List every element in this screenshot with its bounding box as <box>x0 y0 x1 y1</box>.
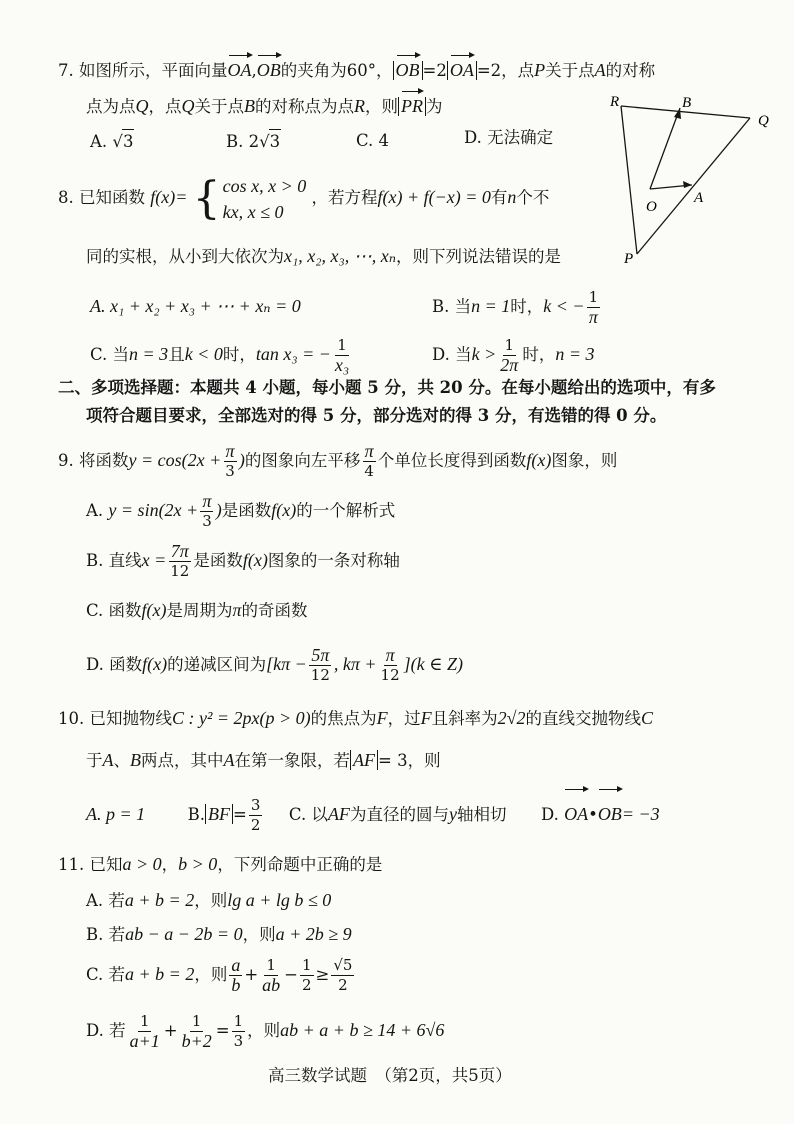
label-p: P <box>624 251 634 267</box>
fraction <box>379 646 402 685</box>
q8-text: ，若方程 <box>311 188 378 207</box>
fraction <box>180 1012 214 1051</box>
option-label: A. 若 <box>86 891 125 910</box>
option-text: 图象的一条对称轴 <box>267 551 400 570</box>
cond: n = 3 <box>129 344 169 364</box>
numerator: 1 <box>301 956 312 974</box>
option-text: 的递减区间为 <box>167 655 267 674</box>
q8-text: 8. 已知函数 <box>58 188 145 207</box>
var-n: n <box>507 187 517 207</box>
abs-bf: BF <box>205 804 233 824</box>
label-o: O <box>646 199 657 215</box>
denominator: 4 <box>364 462 374 480</box>
q7-text: 的对称 <box>605 61 656 80</box>
option-fx: f(x) <box>271 500 297 520</box>
option-fx: f(x) <box>242 550 268 570</box>
fraction <box>260 956 282 995</box>
q11-line1 <box>58 852 382 877</box>
option-label: D. 当 <box>432 345 472 364</box>
q7-text: 的夹角为60°， <box>280 61 393 80</box>
cond: ab − a − 2b = 0 <box>125 924 243 944</box>
numerator: π <box>202 491 212 511</box>
denominator: b+2 <box>181 1031 212 1051</box>
option-label: B. 2 <box>226 132 260 151</box>
line-rp <box>621 106 637 254</box>
option-label: C. 函数 <box>86 601 142 620</box>
equals: = <box>233 805 247 824</box>
option-x: x = <box>141 550 167 570</box>
q8-text: 有 <box>490 188 508 207</box>
option-text: 是函数 <box>221 501 272 520</box>
op: + <box>163 1021 178 1040</box>
point-a: A <box>102 750 114 770</box>
point-q: Q <box>135 96 149 116</box>
q10-line1 <box>58 706 653 731</box>
option-label: B. 当 <box>432 297 472 316</box>
q8-roots: x₁, x₂, x₃, ⋯, xₙ <box>284 246 397 266</box>
denominator: 2π <box>500 355 519 375</box>
q10-text: 的焦点为 <box>310 709 377 728</box>
denominator: 12 <box>380 666 400 684</box>
cond: k > <box>471 344 497 364</box>
cases <box>223 173 307 225</box>
paren: ) <box>238 450 245 470</box>
q10-text: 于 <box>86 751 103 770</box>
q10-text: 、 <box>113 751 130 770</box>
slope: 2√2 <box>497 708 526 728</box>
option-label: D. 若 <box>86 1021 126 1040</box>
numerator: 3 <box>250 796 261 814</box>
label-r: R <box>610 94 620 110</box>
op: = <box>215 1021 230 1040</box>
fraction <box>331 956 354 995</box>
fraction <box>498 336 520 375</box>
fraction <box>229 956 242 995</box>
option-text: 的奇函数 <box>241 601 308 620</box>
denominator: 12 <box>170 562 190 580</box>
option-fx: f(x) <box>142 654 168 674</box>
cond: a + b = 2 <box>125 964 195 984</box>
case-1: cos x, x > 0 <box>222 175 307 196</box>
numerator: a <box>231 955 241 975</box>
expr: tan x₃ = − <box>255 344 331 364</box>
point-a: A <box>223 750 235 770</box>
point-f: F <box>376 708 388 728</box>
option-text: 且 <box>168 345 185 364</box>
option-text: ，则 <box>194 891 228 910</box>
q7-text: 点为点 <box>86 97 136 116</box>
q9-option-b <box>86 538 400 583</box>
numerator: 1 <box>191 1012 202 1030</box>
point-f: F <box>420 708 432 728</box>
numerator: 5π <box>311 645 330 665</box>
option-text: 时， <box>522 345 556 364</box>
numerator: √5 <box>333 956 353 974</box>
cond: n = 1 <box>471 296 511 316</box>
q8-equation: f(x) + f(−x) = 0 <box>377 187 491 207</box>
option-func: y = sin(2x + <box>108 500 199 520</box>
interval: , kπ + <box>333 654 377 674</box>
q8-option-c <box>90 332 353 377</box>
q7-text: 关于点 <box>194 97 244 116</box>
q9-text: 图象，则 <box>551 451 618 470</box>
option-text: 轴相切 <box>456 805 507 824</box>
result: ab + a + b ≥ 14 + 6√6 <box>280 1020 445 1040</box>
section-heading: 二、多项选择题：本题共 4 小题，每小题 5 分，共 20 分。在每小题给出的选项中，有多 <box>58 378 716 397</box>
point-a: A <box>594 60 606 80</box>
option-label: B. <box>187 805 206 824</box>
point-q: Q <box>181 96 195 116</box>
option-text: ，则 <box>247 1021 281 1040</box>
q7-option-d: D. 无法确定 <box>464 128 554 147</box>
denominator: 2 <box>250 816 261 834</box>
brace-icon: { <box>192 172 221 224</box>
result: lg a + lg b ≤ 0 <box>227 890 332 910</box>
paren: ) <box>215 500 222 520</box>
denominator: 2 <box>301 976 312 994</box>
section-heading-cont: 项符合题目要求，全部选对的得 5 分，部分选对的得 3 分，有选错的得 0 分。 <box>86 406 667 425</box>
q7-text: 为 <box>426 97 443 116</box>
q7-line1 <box>58 58 655 83</box>
point-p: P <box>534 60 546 80</box>
option-label: D. 函数 <box>86 655 143 674</box>
q9-text: 9. 将函数 <box>58 451 129 470</box>
vector-ob-abs: OB <box>395 60 420 80</box>
q9-text: 的图象向左平移 <box>244 451 361 470</box>
q7-option-a: A. √3 <box>90 129 134 154</box>
q8-line2 <box>86 244 561 269</box>
option-label: C. 若 <box>86 965 126 984</box>
arrow-a <box>683 181 692 188</box>
q8-option-a <box>90 294 301 319</box>
q9-text: 个单位长度得到函数 <box>377 451 527 470</box>
fraction <box>587 288 601 327</box>
vector-figure <box>608 88 788 268</box>
option-text: A. x₁ + x₂ + x₃ + ⋯ + xₙ = 0 <box>90 296 301 316</box>
q7-text: 关于点 <box>545 61 595 80</box>
label-a: A <box>694 190 704 206</box>
q10-option-a: A. p = 1 <box>86 804 146 824</box>
q7-text: 的对称点为点 <box>255 97 354 116</box>
op: + <box>244 965 259 984</box>
line-ob <box>650 108 680 189</box>
numerator: π <box>225 441 235 461</box>
vector-oa: OA <box>227 60 252 80</box>
option-label: A. <box>90 132 108 151</box>
q11-option-b <box>86 922 352 947</box>
interval: [kπ − <box>266 654 307 674</box>
q8-func: f(x)= <box>150 187 188 207</box>
denominator: x₃ <box>334 355 350 375</box>
denominator: 3 <box>202 512 212 530</box>
q9-func: y = cos(2x + <box>128 450 222 470</box>
sep: ， <box>161 855 179 874</box>
q9-option-a <box>86 488 395 533</box>
q7-option-c: C. 4 <box>356 131 390 150</box>
point-b: B <box>130 750 141 770</box>
page-footer: 高三数学试题 （第2页，共5页） <box>268 1066 512 1085</box>
fraction <box>232 1012 246 1051</box>
axis-y: y <box>448 804 457 824</box>
label-q: Q <box>758 113 769 129</box>
option-label: C. 以 <box>288 805 328 824</box>
option-text: ，则 <box>194 965 228 984</box>
dot: • <box>588 805 598 824</box>
op: − <box>284 965 298 984</box>
option-label: B. 若 <box>86 925 126 944</box>
q10-text: 两点，其中 <box>141 751 224 770</box>
label-b: B <box>682 95 692 111</box>
option-text: 的一个解析式 <box>296 501 396 520</box>
q8-text: 个不 <box>516 188 550 207</box>
q9-option-d <box>86 642 463 687</box>
parabola-eq: C : y² = 2px(p > 0) <box>172 708 311 728</box>
point-r: R <box>354 96 365 116</box>
q9-option-c <box>86 598 308 623</box>
q11-text: ，下列命题中正确的是 <box>217 855 383 874</box>
fraction <box>168 542 191 581</box>
sqrt-value: 3 <box>122 129 135 154</box>
denominator: ab <box>262 975 281 995</box>
result: a + 2b ≥ 9 <box>275 924 352 944</box>
q10-text: = 3，则 <box>378 751 441 770</box>
option-text: 为直径的圆与 <box>349 805 449 824</box>
q11-option-a <box>86 888 331 913</box>
sqrt-value: 3 <box>269 129 282 154</box>
option-text: 是函数 <box>193 551 243 570</box>
q11-option-d <box>86 1006 444 1055</box>
q7-text: ，则 <box>365 97 398 116</box>
q7-text: ，点 <box>148 97 182 116</box>
interval: ](k ∈ Z) <box>403 654 463 674</box>
option-label: A. <box>86 501 104 520</box>
option-fx: f(x) <box>141 600 167 620</box>
denominator: a+1 <box>129 1031 160 1051</box>
q11-text: 11. 已知 <box>58 855 123 874</box>
q9-line1 <box>58 438 617 483</box>
q10-text: ，过 <box>387 709 421 728</box>
numerator: 1 <box>266 956 276 974</box>
fraction <box>309 646 332 685</box>
numerator: π <box>385 645 395 665</box>
option-label: B. 直线 <box>86 551 142 570</box>
numerator: 1 <box>337 336 347 354</box>
q10-text: 的直线交抛物线 <box>525 709 642 728</box>
arrow-b <box>674 108 681 119</box>
option-pi: π <box>232 600 242 620</box>
q10-options <box>86 792 660 837</box>
fraction <box>128 1012 162 1051</box>
fraction <box>223 442 237 481</box>
q7-eq: =2 <box>422 61 447 80</box>
denominator: b <box>231 975 241 995</box>
q10-text: 10. 已知抛物线 <box>58 709 172 728</box>
vector-ob: OB <box>256 60 281 80</box>
q10-text: 且斜率为 <box>431 709 498 728</box>
cond: k < − <box>543 296 585 316</box>
segment-af: AF <box>327 804 350 824</box>
numerator: 7π <box>170 541 189 561</box>
fraction <box>300 956 314 995</box>
q7-option-b: B. 2√3 <box>226 129 281 154</box>
option-text: 时， <box>510 297 544 316</box>
q7-text: =2，点 <box>476 61 535 80</box>
numerator: 1 <box>139 1012 150 1030</box>
q8-text: ，则下列说法错误的是 <box>396 247 562 266</box>
fraction <box>333 336 351 375</box>
comma: , <box>251 61 257 80</box>
option-label: C. 当 <box>90 345 130 364</box>
vector-pr: PR <box>401 96 423 116</box>
point-b: B <box>244 96 255 116</box>
option-text: = −3 <box>621 804 660 824</box>
line-qp <box>637 118 750 254</box>
fraction <box>200 492 214 531</box>
option-text: 时， <box>222 345 256 364</box>
q11-option-c <box>86 950 356 999</box>
op: ≥ <box>315 965 330 984</box>
numerator: 1 <box>588 288 599 306</box>
option-text: ，则 <box>242 925 276 944</box>
abs-af: AF <box>350 750 378 770</box>
numerator: π <box>364 441 374 461</box>
curve-c: C <box>641 708 654 728</box>
cond: a > 0 <box>122 854 162 874</box>
vector-oa-abs: OA <box>449 60 474 80</box>
vector-ob: OB <box>598 792 622 836</box>
q10-text: 在第一象限，若 <box>234 751 350 770</box>
q7-line2 <box>86 94 443 119</box>
q8-line1 <box>58 170 549 225</box>
fraction <box>249 796 263 835</box>
q8-text: 同的实根，从小到大依次为 <box>86 247 284 266</box>
cond: b > 0 <box>178 854 218 874</box>
q7-text: 7. 如图所示，平面向量 <box>58 61 228 80</box>
vector-oa: OA <box>564 792 588 836</box>
piecewise <box>193 173 307 225</box>
denominator: π <box>588 307 598 327</box>
q8-option-b <box>432 286 602 327</box>
cond: a + b = 2 <box>124 890 195 910</box>
q9-fx: f(x) <box>526 450 552 470</box>
cond: k < 0 <box>184 344 223 364</box>
fraction <box>362 442 376 481</box>
denominator: 12 <box>310 666 330 684</box>
denominator: 2 <box>338 976 348 994</box>
numerator: 1 <box>233 1012 244 1030</box>
numerator: 1 <box>504 336 515 354</box>
cond: n = 3 <box>555 344 595 364</box>
q8-option-d <box>432 332 594 377</box>
q10-line2 <box>86 748 441 773</box>
option-text: 是周期为 <box>166 601 233 620</box>
case-2: kx, x ≤ 0 <box>222 201 284 222</box>
denominator: 3 <box>225 462 235 480</box>
denominator: 3 <box>233 1032 244 1050</box>
option-label: D. <box>540 805 559 824</box>
